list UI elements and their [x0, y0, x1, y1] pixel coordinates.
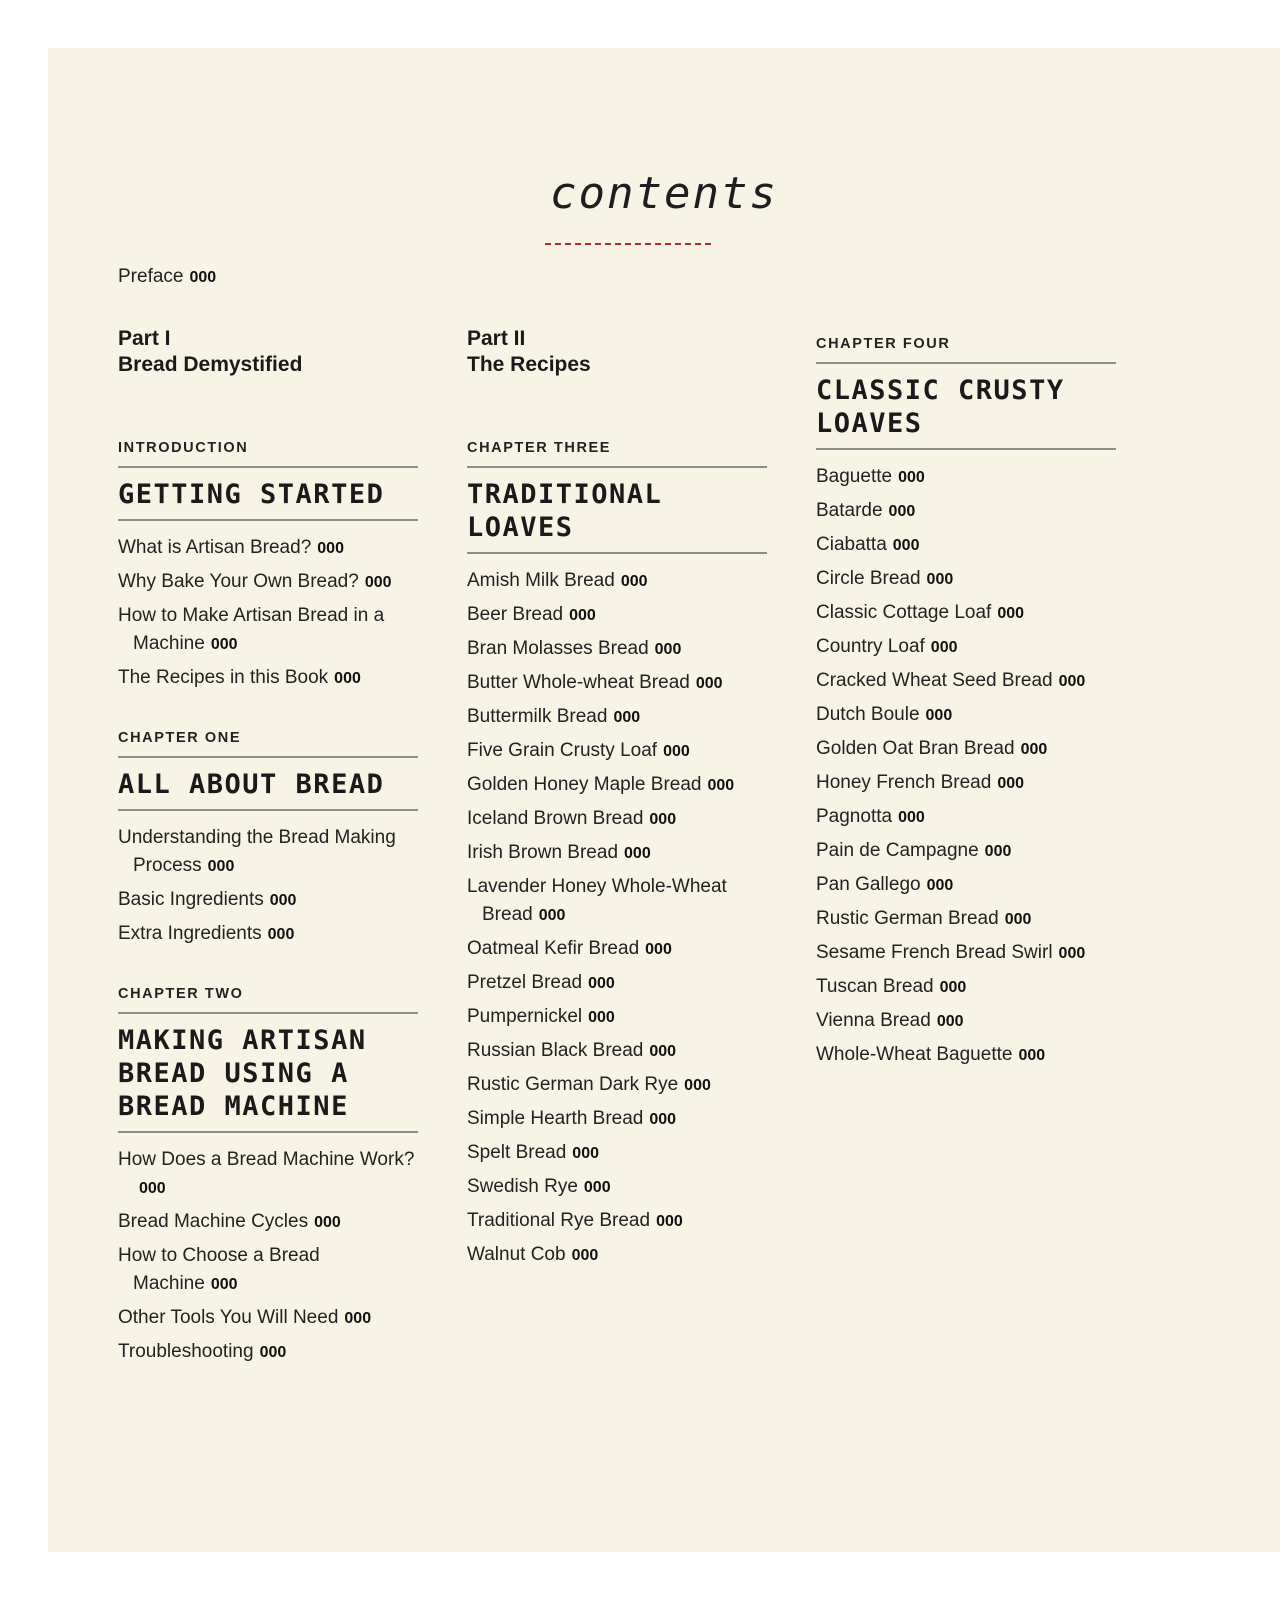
- toc-entry[interactable]: [816, 667, 1116, 696]
- entry-title: How to Make Artisan Bread in a Machine: [118, 605, 385, 654]
- entry-page-number: 000: [1020, 741, 1048, 758]
- preface-entry[interactable]: [118, 266, 216, 288]
- entry-page-number: 000: [654, 641, 682, 658]
- entry-title: Golden Honey Maple Bread: [467, 774, 702, 795]
- entry-page-number: 000: [571, 1247, 599, 1264]
- entry-page-number: 000: [334, 670, 361, 687]
- section-chapter-two: [118, 986, 418, 1367]
- toc-entry[interactable]: [467, 1139, 767, 1168]
- section-chapter-one: [118, 730, 418, 949]
- toc-entry[interactable]: [816, 803, 1116, 832]
- entry-page-number: 000: [707, 777, 735, 794]
- entry-page-number: 000: [583, 1179, 611, 1196]
- preface-label: Preface: [118, 266, 184, 287]
- entry-title: Other Tools You Will Need: [118, 1307, 339, 1328]
- entry-title: Ciabatta: [816, 534, 887, 555]
- entry-title: Whole-Wheat Baguette: [816, 1044, 1013, 1065]
- entry-page-number: 000: [984, 843, 1012, 860]
- entry-title: Pagnotta: [816, 806, 893, 827]
- entry-title: Dutch Boule: [816, 704, 920, 725]
- toc-entry[interactable]: [467, 1071, 767, 1100]
- entry-title: Rustic German Bread: [816, 908, 999, 929]
- toc-entry[interactable]: [816, 871, 1116, 900]
- toc-entry[interactable]: [467, 1241, 767, 1270]
- chapter-title: MAKING ARTISAN BREAD USING A BREAD MACHINE: [118, 1014, 418, 1133]
- entry-title: Understanding the Bread Making Process: [118, 827, 396, 876]
- entry-list: [816, 463, 1116, 1070]
- entry-title: Amish Milk Bread: [467, 570, 615, 591]
- entry-page-number: 000: [898, 809, 925, 826]
- section-chapter-four: [816, 336, 1116, 1070]
- column-part-two: [467, 326, 767, 1275]
- entry-title: Sesame French Bread Swirl: [816, 942, 1053, 963]
- entry-title: Pretzel Bread: [467, 972, 583, 993]
- toc-entry[interactable]: [118, 886, 418, 915]
- toc-entry[interactable]: [118, 534, 418, 563]
- entry-page-number: 000: [926, 877, 954, 894]
- entry-title: Troubleshooting: [118, 1341, 254, 1362]
- chapter-title: GETTING STARTED: [118, 468, 418, 521]
- entry-page-number: 000: [1058, 945, 1086, 962]
- title-dashed-rule: [545, 243, 711, 245]
- column-chapter-four: [816, 336, 1116, 1075]
- entry-title: Irish Brown Bread: [467, 842, 619, 863]
- entry-title: Five Grain Crusty Loaf: [467, 740, 658, 761]
- entry-title: Golden Oat Bran Bread: [816, 738, 1015, 759]
- entry-title: Butter Whole-wheat Bread: [467, 672, 690, 693]
- entry-page-number: 000: [930, 639, 958, 656]
- entry-title: Basic Ingredients: [118, 889, 264, 910]
- entry-title: The Recipes in this Book: [118, 667, 329, 688]
- entry-title: Classic Cottage Loaf: [816, 602, 992, 623]
- toc-entry[interactable]: [118, 568, 418, 597]
- entry-page-number: 000: [939, 979, 967, 996]
- entry-title: Iceland Brown Bread: [467, 808, 644, 829]
- toc-entry[interactable]: [467, 1173, 767, 1202]
- entry-page-number: 000: [898, 469, 925, 486]
- entry-title: Buttermilk Bread: [467, 706, 608, 727]
- part-one-title: Bread Demystified: [118, 353, 303, 376]
- entry-page-number: 000: [645, 941, 672, 958]
- entry-page-number: 000: [656, 1213, 683, 1230]
- entry-page-number: 000: [1004, 911, 1032, 928]
- toc-entry[interactable]: [118, 1146, 418, 1203]
- toc-entry[interactable]: [816, 701, 1116, 730]
- toc-entry[interactable]: [118, 824, 418, 881]
- entry-page-number: 000: [317, 540, 344, 557]
- entry-page-number: 000: [684, 1077, 711, 1094]
- entry-page-number: 000: [649, 1043, 677, 1060]
- toc-entry[interactable]: [816, 837, 1116, 866]
- entry-page-number: 000: [613, 709, 641, 726]
- entry-page-number: 000: [624, 845, 651, 862]
- entry-title: How Does a Bread Machine Work?: [118, 1149, 415, 1170]
- toc-entry[interactable]: [816, 633, 1116, 662]
- entry-page-number: 000: [997, 605, 1025, 622]
- toc-entry[interactable]: [816, 565, 1116, 594]
- toc-entry[interactable]: [118, 920, 418, 949]
- toc-entry[interactable]: [467, 567, 767, 596]
- entry-page-number: 000: [588, 1009, 615, 1026]
- toc-entry[interactable]: [118, 1304, 418, 1333]
- entry-page-number: 000: [663, 743, 690, 760]
- entry-title: Oatmeal Kefir Bread: [467, 938, 640, 959]
- chapter-title: TRADITIONAL LOAVES: [467, 468, 767, 554]
- section-chapter-three: [467, 440, 767, 1270]
- toc-entry[interactable]: [118, 664, 418, 693]
- entry-page-number: 000: [1018, 1047, 1046, 1064]
- entry-page-number: 000: [364, 574, 392, 591]
- entry-list: [118, 534, 418, 693]
- toc-entry[interactable]: [467, 1207, 767, 1236]
- entry-page-number: 000: [936, 1013, 964, 1030]
- toc-entry[interactable]: [816, 1041, 1116, 1070]
- toc-entry[interactable]: [118, 1338, 418, 1367]
- entry-title: Bran Molasses Bread: [467, 638, 649, 659]
- part-two-title: The Recipes: [467, 353, 591, 376]
- toc-entry[interactable]: [816, 769, 1116, 798]
- toc-entry[interactable]: [816, 497, 1116, 526]
- entry-page-number: 000: [997, 775, 1025, 792]
- toc-entry[interactable]: [467, 839, 767, 868]
- toc-entry[interactable]: [467, 669, 767, 698]
- toc-entry[interactable]: [467, 737, 767, 766]
- entry-title: Honey French Bread: [816, 772, 992, 793]
- entry-page-number: 000: [925, 707, 953, 724]
- toc-entry[interactable]: [816, 1007, 1116, 1036]
- entry-page-number: 000: [649, 1111, 677, 1128]
- chapter-label: CHAPTER TWO: [118, 986, 418, 1014]
- toc-entry[interactable]: [467, 635, 767, 664]
- entry-title: Walnut Cob: [467, 1244, 566, 1265]
- section-introduction: [118, 440, 418, 693]
- toc-entry[interactable]: [467, 703, 767, 732]
- entry-page-number: 000: [344, 1310, 372, 1327]
- entry-title: Pumpernickel: [467, 1006, 583, 1027]
- entry-title: Pain de Campagne: [816, 840, 979, 861]
- entry-page-number: 000: [1058, 673, 1086, 690]
- toc-entry[interactable]: [467, 601, 767, 630]
- preface-page: 000: [189, 269, 217, 286]
- entry-title: Cracked Wheat Seed Bread: [816, 670, 1053, 691]
- toc-entry[interactable]: [816, 599, 1116, 628]
- column-part-one: [118, 326, 418, 1372]
- chapter-label: CHAPTER ONE: [118, 730, 418, 758]
- entry-title: Bread Machine Cycles: [118, 1211, 309, 1232]
- chapter-title: ALL ABOUT BREAD: [118, 758, 418, 811]
- entry-page-number: 000: [259, 1344, 287, 1361]
- entry-title: Traditional Rye Bread: [467, 1210, 651, 1231]
- entry-title: Tuscan Bread: [816, 976, 934, 997]
- entry-page-number: 000: [695, 675, 723, 692]
- entry-title: Swedish Rye: [467, 1176, 578, 1197]
- entry-title: Baguette: [816, 466, 893, 487]
- entry-list: [118, 824, 418, 949]
- toc-entry[interactable]: [118, 1208, 418, 1237]
- entry-page-number: 000: [620, 573, 648, 590]
- chapter-label: CHAPTER FOUR: [816, 336, 1116, 364]
- toc-entry[interactable]: [467, 771, 767, 800]
- entry-title: What is Artisan Bread?: [118, 537, 312, 558]
- entry-page-number: 000: [207, 858, 235, 875]
- entry-page-number: 000: [892, 537, 920, 554]
- entry-page-number: 000: [926, 571, 954, 588]
- toc-entry[interactable]: [816, 735, 1116, 764]
- entry-page-number: 000: [314, 1214, 341, 1231]
- entry-title: How to Choose a Bread Machine: [118, 1245, 320, 1294]
- part-two-number: Part II: [467, 327, 526, 350]
- chapter-label: INTRODUCTION: [118, 440, 418, 468]
- toc-entry[interactable]: [467, 1037, 767, 1066]
- entry-page-number: 000: [267, 926, 295, 943]
- entry-page-number: 000: [572, 1145, 599, 1162]
- toc-entry[interactable]: [118, 1242, 418, 1299]
- entry-title: Batarde: [816, 500, 883, 521]
- entry-list: [118, 1146, 418, 1367]
- toc-entry[interactable]: [816, 531, 1116, 560]
- entry-page-number: 000: [269, 892, 297, 909]
- entry-title: Pan Gallego: [816, 874, 921, 895]
- entry-list: [467, 567, 767, 1270]
- entry-page-number: 000: [538, 907, 566, 924]
- chapter-title: CLASSIC CRUSTY LOAVES: [816, 364, 1116, 450]
- entry-page-number: 000: [649, 811, 677, 828]
- entry-title: Beer Bread: [467, 604, 564, 625]
- toc-entry[interactable]: [118, 602, 418, 659]
- toc-entry[interactable]: [467, 805, 767, 834]
- entry-title: Spelt Bread: [467, 1142, 567, 1163]
- toc-entry[interactable]: [467, 1003, 767, 1032]
- part-one-number: Part I: [118, 327, 171, 350]
- entry-title: Rustic German Dark Rye: [467, 1074, 679, 1095]
- entry-title: Circle Bread: [816, 568, 921, 589]
- toc-entry[interactable]: [816, 905, 1116, 934]
- contents-page: [48, 48, 1280, 1552]
- entry-page-number: 000: [569, 607, 596, 624]
- chapter-label: CHAPTER THREE: [467, 440, 767, 468]
- entry-page-number: 000: [888, 503, 916, 520]
- toc-entry[interactable]: [816, 973, 1116, 1002]
- entry-title: Extra Ingredients: [118, 923, 262, 944]
- entry-page-number: 000: [210, 636, 238, 653]
- toc-entry[interactable]: [816, 463, 1116, 492]
- toc-entry[interactable]: [467, 969, 767, 998]
- toc-entry[interactable]: [467, 873, 767, 930]
- toc-entry[interactable]: [467, 1105, 767, 1134]
- entry-page-number: 000: [139, 1180, 166, 1197]
- entry-title: Lavender Honey Whole-Wheat Bread: [467, 876, 727, 925]
- page-title: contents: [550, 168, 778, 219]
- entry-title: Country Loaf: [816, 636, 925, 657]
- entry-title: Why Bake Your Own Bread?: [118, 571, 359, 592]
- entry-title: Vienna Bread: [816, 1010, 931, 1031]
- entry-page-number: 000: [210, 1276, 238, 1293]
- entry-page-number: 000: [588, 975, 615, 992]
- entry-title: Simple Hearth Bread: [467, 1108, 644, 1129]
- toc-entry[interactable]: [467, 935, 767, 964]
- entry-title: Russian Black Bread: [467, 1040, 644, 1061]
- toc-entry[interactable]: [816, 939, 1116, 968]
